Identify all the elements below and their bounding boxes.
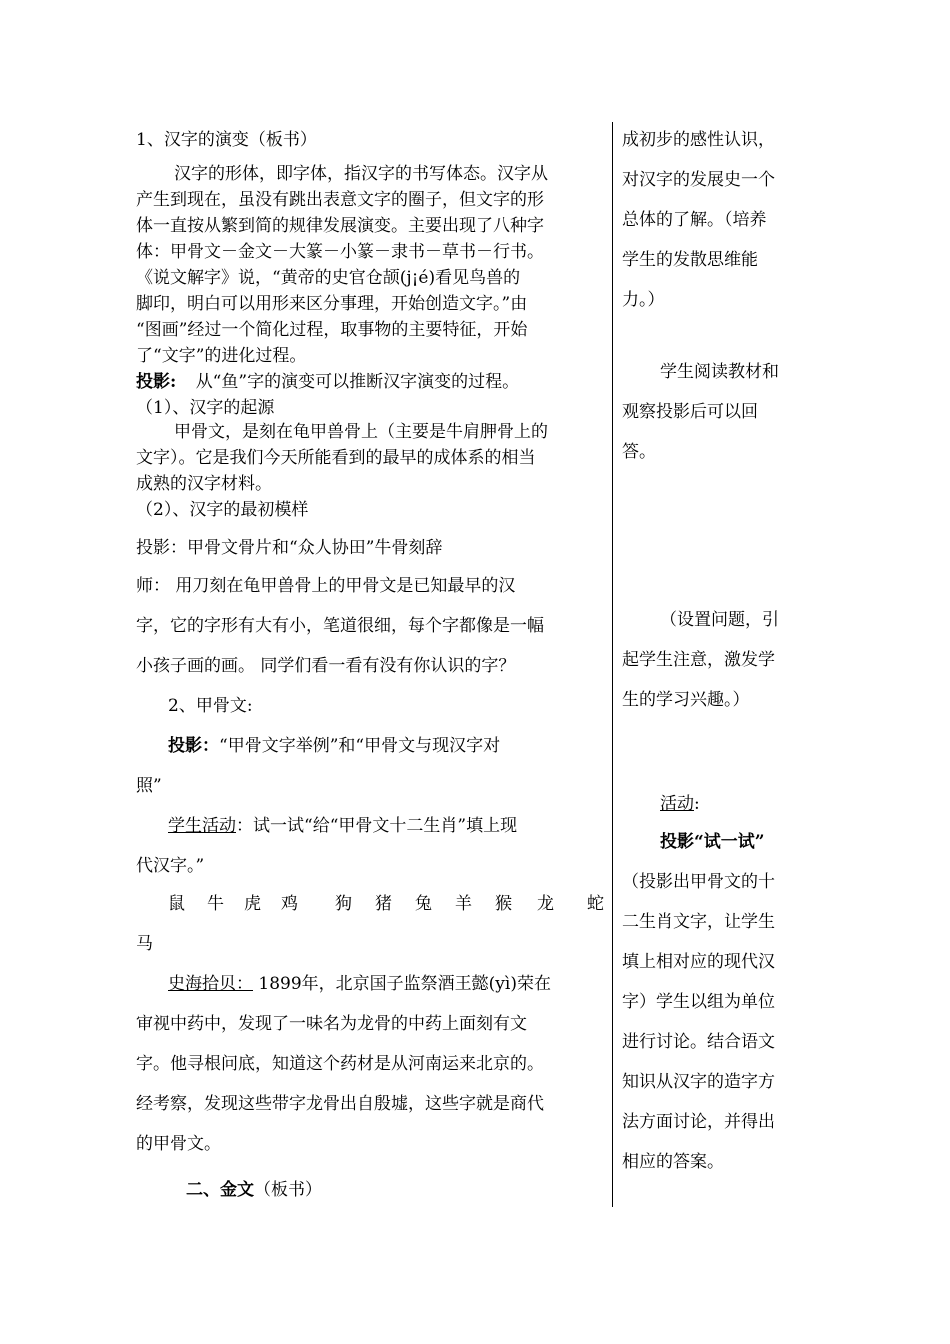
projection-line: 照” — [136, 776, 162, 796]
zodiac-char: 猪 — [375, 894, 392, 914]
zodiac-char: 兔 — [415, 894, 432, 914]
zodiac-char: 猴 — [495, 894, 512, 914]
history-line: 审视中药中，发现了一味名为龙骨的中药上面刻有文 — [136, 1014, 527, 1034]
subsection-title: （2）、汉字的最初模样 — [136, 500, 309, 520]
teacher-line: 小孩子画的画。 同学们看一看有没有你认识的字？ — [136, 656, 516, 676]
projection-text: 从“鱼”字的演变可以推断汉字演变的过程。 — [195, 372, 520, 392]
paragraph-line: 成熟的汉字材料。 — [136, 474, 272, 494]
activity-label: 活动 — [660, 794, 694, 814]
section-title — [186, 1178, 322, 1202]
note-line: 生的学习兴趣。） — [622, 690, 750, 710]
note-line: 二生肖文字，让学生 — [622, 912, 775, 932]
history-line: 字。他寻根问底，知道这个药材是从河南运来北京的。 — [136, 1054, 544, 1074]
zodiac-char: 狗 — [335, 894, 352, 914]
activity-line — [168, 814, 517, 838]
zodiac-char: 虎 — [244, 894, 261, 914]
note-line: 力。） — [622, 290, 665, 310]
paragraph-line: 汉字的形体，即字体，指汉字的书写体态。汉字从 — [174, 164, 548, 184]
history-line: 经考察，发现这些带字龙骨出自殷墟，这些字就是商代 — [136, 1094, 544, 1114]
note-line: 答。 — [622, 442, 656, 462]
note-line: 进行讨论。结合语文 — [622, 1032, 775, 1052]
projection-line — [136, 370, 519, 394]
note-line: 起学生注意，激发学 — [622, 650, 775, 670]
note-line: 填上相对应的现代汉 — [622, 952, 775, 972]
paragraph-line: 体一直按从繁到简的规律发展演变。主要出现了八种字 — [136, 216, 544, 236]
activity-text: ：试一试“给“甲骨文十二生肖”填上现 — [236, 816, 518, 836]
history-label: 史海拾贝： — [168, 974, 253, 994]
projection-label: 投影: — [136, 372, 177, 392]
paragraph-line: 文字）。它是我们今天所能看到的最早的成体系的相当 — [136, 448, 536, 468]
subsection-title: （1）、汉字的起源 — [136, 398, 275, 418]
section-title-bold: 二、金文 — [186, 1180, 254, 1200]
projection-line: 投影：甲骨文骨片和“众人协田”牛骨刻辞 — [136, 538, 443, 558]
paragraph-line: “图画”经过一个简化过程，取事物的主要特征，开始 — [136, 320, 528, 340]
note-line: 投影“试一试” — [660, 832, 765, 852]
note-line: 总体的了解。（培养 — [622, 210, 767, 230]
projection-line — [168, 734, 500, 758]
section-title-rest: （板书） — [254, 1180, 322, 1200]
history-text: 1899年，北京国子监祭酒王懿(yì)荣在 — [253, 974, 551, 994]
paragraph-line: 体：甲骨文－金文－大篆－小篆－隶书－草书－行书。 — [136, 242, 544, 262]
zodiac-char: 牛 — [207, 894, 224, 914]
note-line: 字）学生以组为单位 — [622, 992, 775, 1012]
teacher-line: 师： 用刀刻在龟甲兽骨上的甲骨文是已知最早的汉 — [136, 576, 516, 596]
note-line — [660, 792, 700, 816]
zodiac-char: 马 — [136, 934, 153, 954]
note-line: 学生的发散思维能 — [622, 250, 758, 270]
paragraph-line: 了“文字”的进化过程。 — [136, 346, 307, 366]
paragraph-line: 产生到现在，虽没有跳出表意文字的圈子，但文字的形 — [136, 190, 544, 210]
paragraph-line: 脚印，明白可以用形来区分事理，开始创造文字。”由 — [136, 294, 528, 314]
note-line: 观察投影后可以回 — [622, 402, 758, 422]
column-divider — [612, 122, 613, 1207]
projection-text: “甲骨文字举例”和“甲骨文与现汉字对 — [219, 736, 501, 756]
section-title: 1、汉字的演变（板书） — [136, 130, 317, 150]
projection-label: 投影： — [168, 736, 219, 756]
zodiac-char: 蛇 — [587, 894, 604, 914]
history-line — [168, 972, 551, 996]
note-line: 相应的答案。 — [622, 1152, 724, 1172]
note-line: （投影出甲骨文的十 — [622, 872, 775, 892]
note-line: （设置问题，引 — [660, 610, 779, 630]
note-line: 法方面讨论，并得出 — [622, 1112, 775, 1132]
paragraph-line: 甲骨文，是刻在龟甲兽骨上（主要是牛肩胛骨上的 — [174, 422, 548, 442]
zodiac-char: 鼠 — [168, 894, 185, 914]
note-line: 学生阅读教材和 — [660, 362, 779, 382]
paragraph-line: 《说文解字》说，“黄帝的史官仓颉(j¡é)看见鸟兽的 — [136, 268, 521, 288]
activity-line: 代汉字。” — [136, 856, 205, 876]
note-line: 对汉字的发展史一个 — [622, 170, 775, 190]
zodiac-char: 龙 — [537, 894, 554, 914]
zodiac-char: 羊 — [455, 894, 472, 914]
activity-colon: : — [694, 794, 700, 814]
zodiac-row — [168, 892, 604, 916]
teacher-line: 字，它的字形有大有小，笔道很细，每个字都像是一幅 — [136, 616, 544, 636]
section-title: 2、甲骨文: — [168, 696, 253, 716]
note-line: 成初步的感性认识， — [622, 130, 775, 150]
activity-label: 学生活动 — [168, 816, 236, 836]
note-line: 知识从汉字的造字方 — [622, 1072, 775, 1092]
zodiac-char: 鸡 — [281, 894, 298, 914]
history-line: 的甲骨文。 — [136, 1134, 221, 1154]
